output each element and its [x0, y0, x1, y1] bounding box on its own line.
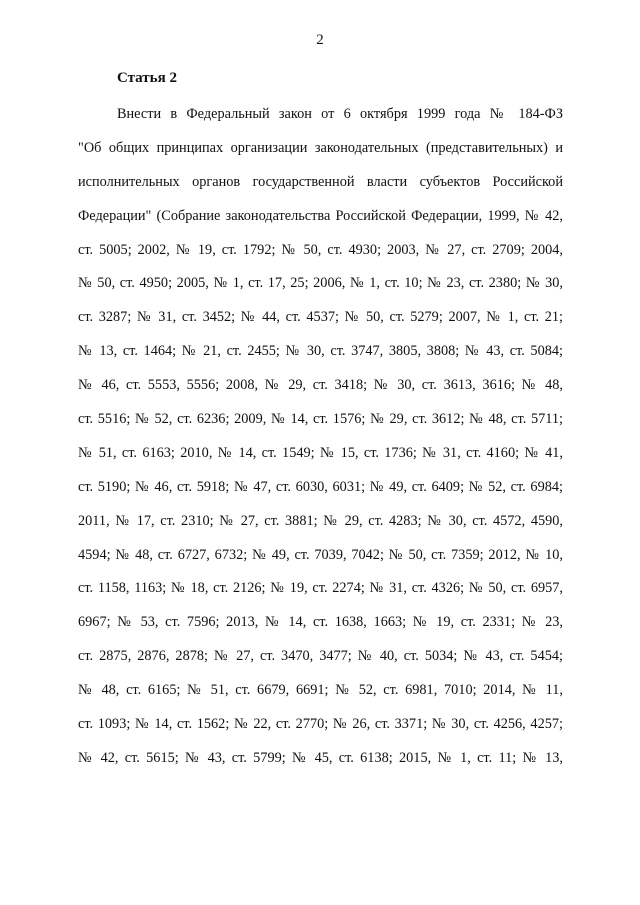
body-line: 4594; № 48, ст. 6727, 6732; № 49, ст. 7039, 7042; № 50, ст. 7359; 2012, № 10, — [78, 546, 563, 563]
body-line: 2011, № 17, ст. 2310; № 27, ст. 3881; № 29, ст. 4283; № 30, ст. 4572, 4590, — [78, 512, 563, 529]
body-line: ст. 1158, 1163; № 18, ст. 2126; № 19, ст. 2274; № 31, ст. 4326; № 50, ст. 6957, — [78, 580, 563, 597]
body-line: 6967; № 53, ст. 7596; 2013, № 14, ст. 1638, 1663; № 19, ст. 2331; № 23, — [78, 614, 563, 631]
article-body — [78, 101, 563, 779]
body-line: ст. 5516; № 52, ст. 6236; 2009, № 14, ст. 1576; № 29, ст. 3612; № 48, ст. 5711; — [78, 411, 563, 428]
body-line: № 48, ст. 6165; № 51, ст. 6679, 6691; № 52, ст. 6981, 7010; 2014, № 11, — [78, 682, 563, 699]
body-line: "Об общих принципах организации законодательных (представительных) и — [78, 139, 563, 156]
body-line: № 13, ст. 1464; № 21, ст. 2455; № 30, ст. 3747, 3805, 3808; № 43, ст. 5084; — [78, 343, 563, 360]
body-line: Внести в Федеральный закон от 6 октября 1999 года № 184-ФЗ — [117, 106, 563, 122]
page-number: 2 — [316, 32, 324, 48]
body-line: исполнительных органов государственной власти субъектов Российской — [78, 173, 563, 190]
body-line: № 46, ст. 5553, 5556; 2008, № 29, ст. 3418; № 30, ст. 3613, 3616; № 48, — [78, 377, 563, 394]
body-line: ст. 1093; № 14, ст. 1562; № 22, ст. 2770; № 26, ст. 3371; № 30, ст. 4256, 4257; — [78, 716, 563, 733]
body-line: ст. 2875, 2876, 2878; № 27, ст. 3470, 3477; № 40, ст. 5034; № 43, ст. 5454; — [78, 648, 563, 665]
body-line: № 51, ст. 6163; 2010, № 14, ст. 1549; № 15, ст. 1736; № 31, ст. 4160; № 41, — [78, 444, 563, 461]
body-line: ст. 3287; № 31, ст. 3452; № 44, ст. 4537; № 50, ст. 5279; 2007, № 1, ст. 21; — [78, 309, 563, 326]
body-line: № 42, ст. 5615; № 43, ст. 5799; № 45, ст. 6138; 2015, № 1, ст. 11; № 13, — [78, 749, 563, 766]
body-line: Федерации" (Собрание законодательства Российской Федерации, 1999, № 42, — [78, 207, 563, 224]
article-heading: Статья 2 — [117, 70, 177, 86]
body-line: ст. 5005; 2002, № 19, ст. 1792; № 50, ст. 4930; 2003, № 27, ст. 2709; 2004, — [78, 241, 563, 258]
body-line: № 50, ст. 4950; 2005, № 1, ст. 17, 25; 2006, № 1, ст. 10; № 23, ст. 2380; № 30, — [78, 275, 563, 292]
body-line: ст. 5190; № 46, ст. 5918; № 47, ст. 6030, 6031; № 49, ст. 6409; № 52, ст. 6984; — [78, 478, 563, 495]
